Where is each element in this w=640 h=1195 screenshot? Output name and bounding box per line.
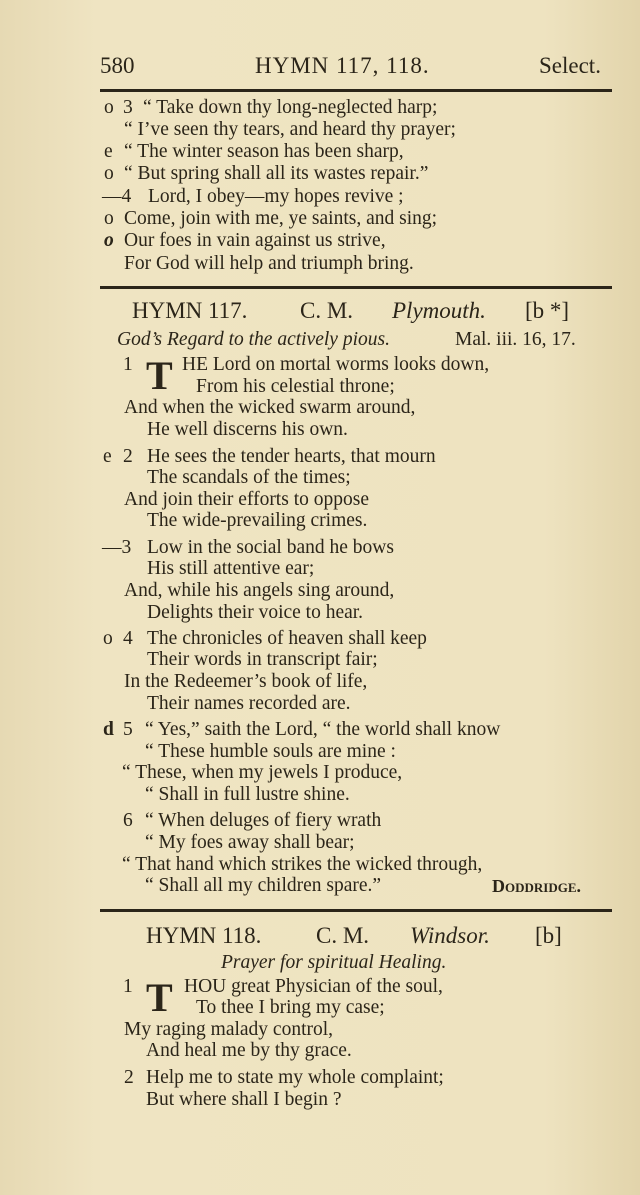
verse-line: Lord, I obey—my hopes revive ; [148, 186, 404, 207]
hymn-number: HYMN 117. [132, 298, 248, 323]
verse-line: Help me to state my whole complaint; [146, 1067, 444, 1088]
verse-line: “ I’ve seen thy tears, and heard thy prayer; [124, 119, 456, 140]
verse-line: Their names recorded are. [147, 693, 351, 714]
verse-line: “ These humble souls are mine : [145, 741, 396, 762]
verse-line: And join their efforts to oppose [124, 489, 369, 510]
verse-number: 2 [123, 446, 133, 467]
author-attribution: Doddridge. [492, 876, 582, 896]
verse-line: From his celestial throne; [196, 376, 395, 397]
hymn-subtitle: God’s Regard to the actively pious. [117, 329, 390, 350]
scripture-reference: Mal. iii. 16, 17. [455, 329, 576, 350]
verse-line: But where shall I begin ? [146, 1089, 342, 1110]
verse-number: 3 [123, 97, 133, 118]
verse-line: “ That hand which strikes the wicked through, [122, 854, 483, 875]
verse-line: Low in the social band he bows [147, 537, 394, 558]
verse-line: HOU great Physician of the soul, [184, 976, 443, 997]
verse-number: 6 [123, 810, 133, 831]
hymn-subtitle: Prayer for spiritual Healing. [221, 952, 447, 973]
drop-cap: T [146, 975, 173, 1020]
verse-line: His still attentive ear; [147, 558, 315, 579]
verse-line: And, while his angels sing around, [124, 580, 395, 601]
verse-line: “ My foes away shall bear; [145, 832, 355, 853]
header-rule [100, 89, 612, 92]
hymn-number: HYMN 118. [146, 923, 262, 948]
verse-line: “ Take down thy long-neglected harp; [143, 97, 438, 118]
dynamic-mark: o [103, 628, 113, 649]
drop-cap: T [146, 353, 173, 398]
hymn-tune: Windsor. [410, 923, 490, 948]
verse-line: “ Yes,” saith the Lord, “ the world shall know [145, 719, 501, 740]
verse-line: Their words in transcript fair; [147, 649, 378, 670]
section-title: Select. [539, 53, 601, 78]
verse-line: In the Redeemer’s book of life, [124, 671, 368, 692]
verse-line: HE Lord on mortal worms looks down, [182, 354, 490, 375]
verse-line: Delights their voice to hear. [147, 602, 364, 623]
dynamic-mark: o [104, 163, 114, 184]
verse-line: For God will help and triumph bring. [124, 253, 414, 274]
dynamic-mark: d [103, 719, 114, 740]
running-title: HYMN 117, 118. [255, 53, 430, 78]
hymn-tune: Plymouth. [392, 298, 486, 323]
verse-line: The scandals of the times; [147, 467, 351, 488]
verse-number: 2 [124, 1067, 134, 1088]
verse-number: 5 [123, 719, 133, 740]
dynamic-mark: o [104, 208, 114, 229]
dynamic-mark: o [104, 230, 114, 251]
verse-line: “ Shall all my children spare.” [145, 875, 382, 896]
verse-line: “ These, when my jewels I produce, [122, 762, 403, 783]
verse-line: “ The winter season has been sharp, [124, 141, 404, 162]
dynamic-mark: e [104, 141, 113, 162]
dynamic-mark: o [104, 97, 114, 118]
hymn-meter: C. M. [300, 298, 354, 323]
dynamic-mark: —3 [102, 537, 132, 558]
verse-line: “ Shall in full lustre shine. [145, 784, 350, 805]
hymn-meter: C. M. [316, 923, 370, 948]
verse-line: He well discerns his own. [147, 419, 348, 440]
verse-line: The wide-prevailing crimes. [147, 510, 368, 531]
verse-line: “ But spring shall all its wastes repair.” [124, 163, 429, 184]
verse-number: 4 [123, 628, 133, 649]
verse-line: And heal me by thy grace. [146, 1040, 352, 1061]
verse-line: Come, join with me, ye saints, and sing; [124, 208, 438, 229]
verse-line: To thee I bring my case; [196, 997, 385, 1018]
verse-line: And when the wicked swarm around, [124, 397, 416, 418]
verse-line: The chronicles of heaven shall keep [147, 628, 427, 649]
dynamic-mark: e [103, 446, 112, 467]
verse-number: 1 [123, 976, 133, 997]
verse-number: 1 [123, 354, 133, 375]
hymn-key: [b *] [525, 298, 570, 323]
verse-line: “ When deluges of fiery wrath [145, 810, 382, 831]
verse-line: He sees the tender hearts, that mourn [147, 446, 436, 467]
page-number: 580 [100, 53, 135, 78]
hymn-divider [100, 909, 612, 912]
verse-line: Our foes in vain against us strive, [124, 230, 386, 251]
hymn-divider [100, 286, 612, 289]
hymn-key: [b] [535, 923, 562, 948]
verse-line: My raging malady control, [124, 1019, 334, 1040]
dynamic-mark: —4 [102, 186, 132, 207]
